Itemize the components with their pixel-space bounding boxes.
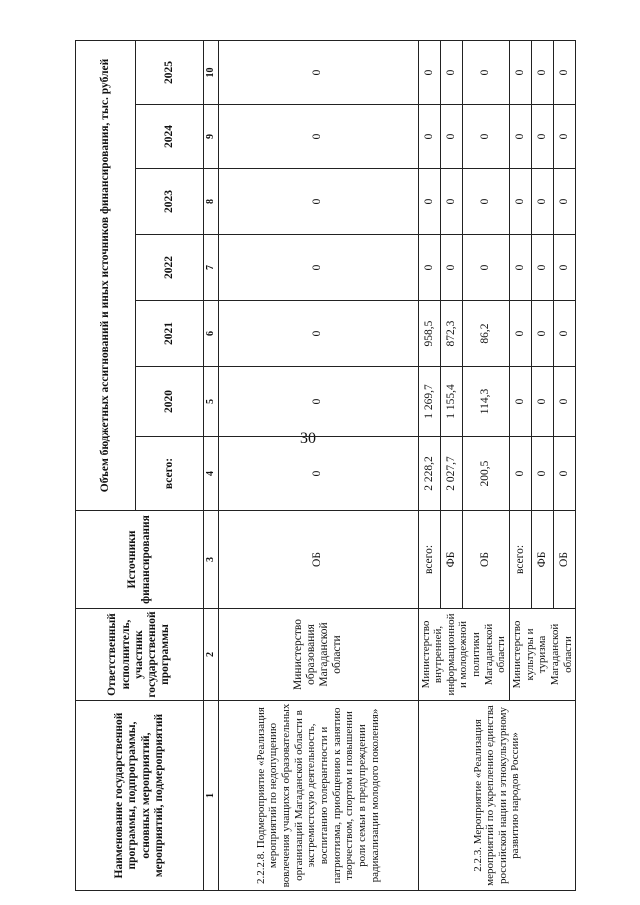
value-cell: 0	[532, 40, 554, 104]
header-name: Наименование государственной программы, подпрограммы, основных мероприятий, мероприятий, подмероприятий	[76, 701, 204, 891]
value-cell: 0	[554, 367, 576, 437]
budget-table-rotated	[75, 41, 574, 891]
header-year-2024: 2024	[136, 105, 204, 169]
value-cell: 0	[532, 105, 554, 169]
header-source: Источники финансирования	[76, 511, 204, 609]
value-cell: 2 228,2	[418, 437, 440, 511]
value-cell: 0	[509, 437, 531, 511]
row-executor: Министерство образования Магаданской области	[218, 609, 418, 701]
value-cell: 2 027,7	[440, 437, 462, 511]
value-cell: 1 269,7	[418, 367, 440, 437]
value-cell: 0	[463, 105, 510, 169]
col-number: 8	[204, 169, 219, 235]
value-cell: 200,5	[463, 437, 510, 511]
row-source: всего:	[509, 511, 531, 609]
value-cell: 0	[218, 235, 418, 301]
value-cell: 0	[509, 105, 531, 169]
value-cell: 0	[554, 105, 576, 169]
value-cell: 0	[532, 367, 554, 437]
value-cell: 0	[418, 169, 440, 235]
row-source: ФБ	[532, 511, 554, 609]
col-number: 6	[204, 301, 219, 367]
value-cell: 0	[218, 437, 418, 511]
value-cell: 86,2	[463, 301, 510, 367]
table-row	[418, 40, 440, 890]
value-cell: 0	[463, 169, 510, 235]
header-year-2025: 2025	[136, 40, 204, 104]
value-cell: 0	[554, 301, 576, 367]
col-number: 10	[204, 40, 219, 104]
value-cell: 0	[554, 40, 576, 104]
col-number: 2	[204, 609, 219, 701]
value-cell: 0	[509, 367, 531, 437]
value-cell: 0	[509, 301, 531, 367]
col-number: 1	[204, 701, 219, 891]
row-name: 2.2.3. Мероприятие «Реализация мероприятий по укреплению единства российской нации и этнокультурному развитию народов России»	[418, 701, 576, 891]
table-row	[218, 40, 418, 890]
value-cell: 0	[440, 105, 462, 169]
row-source: ОБ	[218, 511, 418, 609]
value-cell: 0	[532, 169, 554, 235]
header-volume: Объем бюджетных ассигнований и иных источников финансирования, тыс. рублей	[76, 40, 136, 510]
value-cell: 0	[463, 40, 510, 104]
value-cell: 0	[218, 301, 418, 367]
header-total: всего:	[136, 437, 204, 511]
value-cell: 0	[509, 40, 531, 104]
value-cell: 958,5	[418, 301, 440, 367]
value-cell: 0	[218, 169, 418, 235]
value-cell: 0	[418, 40, 440, 104]
col-number: 4	[204, 437, 219, 511]
row-source: ОБ	[554, 511, 576, 609]
header-year-2021: 2021	[136, 301, 204, 367]
value-cell: 0	[554, 169, 576, 235]
page-number: 30	[300, 430, 316, 447]
row-source: всего:	[418, 511, 440, 609]
row-name: 2.2.2.8. Подмероприятие «Реализация мероприятий по недопущению вовлечения учащихся образовательных организаций Магаданской области в экстремистскую деятельность, воспитанию толерантности и патриотизма, приобщению к занятию творчеством, спортом и повышении роли семьи в предупреждении радикализации молодого поколения»	[218, 701, 418, 891]
row-executor: Министерство внутренней, информационной и молодежной политики Магаданской области	[418, 609, 509, 701]
value-cell: 0	[440, 40, 462, 104]
col-number: 5	[204, 367, 219, 437]
value-cell: 0	[532, 437, 554, 511]
value-cell: 0	[509, 169, 531, 235]
value-cell: 0	[218, 367, 418, 437]
row-executor: Министерство культуры и туризма Магаданской области	[509, 609, 575, 701]
value-cell: 0	[463, 235, 510, 301]
value-cell: 1 155,4	[440, 367, 462, 437]
header-year-2022: 2022	[136, 235, 204, 301]
value-cell: 0	[218, 40, 418, 104]
value-cell: 872,3	[440, 301, 462, 367]
header-year-2020: 2020	[136, 367, 204, 437]
row-source: ОБ	[463, 511, 510, 609]
col-number: 9	[204, 105, 219, 169]
value-cell: 0	[218, 105, 418, 169]
value-cell: 0	[554, 235, 576, 301]
value-cell: 0	[554, 437, 576, 511]
col-number: 3	[204, 511, 219, 609]
value-cell: 0	[440, 235, 462, 301]
header-year-2023: 2023	[136, 169, 204, 235]
budget-table	[75, 40, 576, 891]
value-cell: 0	[532, 301, 554, 367]
value-cell: 0	[418, 235, 440, 301]
header-executor: Ответственный исполнитель, участник государственной программы	[76, 609, 204, 701]
value-cell: 0	[440, 169, 462, 235]
value-cell: 114,3	[463, 367, 510, 437]
row-source: ФБ	[440, 511, 462, 609]
col-number: 7	[204, 235, 219, 301]
value-cell: 0	[418, 105, 440, 169]
value-cell: 0	[509, 235, 531, 301]
value-cell: 0	[532, 235, 554, 301]
